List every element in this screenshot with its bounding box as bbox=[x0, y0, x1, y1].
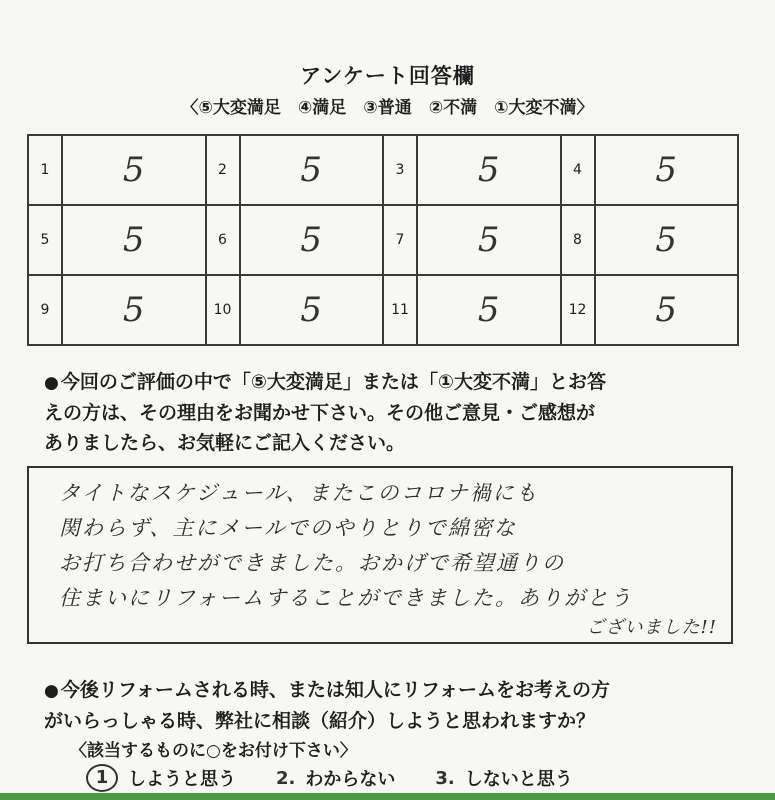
rating-answer: 5 bbox=[62, 205, 206, 275]
rating-answer: 5 bbox=[240, 205, 384, 275]
question-1-line bbox=[44, 367, 754, 398]
survey-title: アンケート回答欄 bbox=[300, 64, 475, 88]
comment-line: お打ち合わせができました。おかげで希望通りの bbox=[59, 551, 565, 575]
rating-grid bbox=[27, 134, 739, 346]
comment-line: ございました!! bbox=[586, 617, 717, 638]
rating-answer: 5 bbox=[62, 275, 206, 345]
question-number: 3 bbox=[383, 135, 417, 205]
grid-row bbox=[28, 205, 738, 275]
question-number: 9 bbox=[28, 275, 62, 345]
comment-box bbox=[27, 466, 733, 644]
grid-row bbox=[28, 275, 738, 345]
question-2-text: 今後リフォームされる時、または知人にリフォームをお考えの方 bbox=[60, 679, 610, 701]
comment-line: 住まいにリフォームすることができました。ありがとう bbox=[59, 586, 633, 610]
option-label: しないと思う bbox=[464, 769, 573, 790]
question-number: 5 bbox=[28, 205, 62, 275]
instruction-note: 〈該当するものに○をお付け下さい〉 bbox=[70, 741, 357, 761]
option-3[interactable] bbox=[435, 765, 572, 791]
question-2 bbox=[44, 675, 754, 736]
question-2-line bbox=[44, 675, 754, 706]
option-2[interactable] bbox=[276, 765, 395, 791]
rating-answer: 5 bbox=[417, 275, 561, 345]
rating-answer: 5 bbox=[240, 275, 384, 345]
question-number: 4 bbox=[561, 135, 595, 205]
option-number: 2. bbox=[276, 767, 296, 789]
rating-answer: 5 bbox=[417, 135, 561, 205]
question-2-line: がいらっしゃる時、弊社に相談（紹介）しようと思われますか？ bbox=[44, 710, 596, 732]
grid-row bbox=[28, 135, 738, 205]
rating-scale: 〈⑤大変満足 ④満足 ③普通 ②不満 ①大変不満〉 bbox=[181, 98, 594, 118]
question-number: 11 bbox=[383, 275, 417, 345]
rating-answer: 5 bbox=[595, 205, 739, 275]
rating-answer: 5 bbox=[417, 205, 561, 275]
bullet-icon: ● bbox=[44, 373, 59, 393]
option-1[interactable] bbox=[86, 764, 236, 792]
circled-option-number: 1 bbox=[86, 764, 118, 792]
question-number: 12 bbox=[561, 275, 595, 345]
option-label: わからない bbox=[305, 769, 396, 790]
question-1-line: ありましたら、お気軽にご記入ください。 bbox=[44, 432, 406, 454]
question-number: 10 bbox=[206, 275, 240, 345]
rating-answer: 5 bbox=[240, 135, 384, 205]
rating-answer: 5 bbox=[595, 275, 739, 345]
footer-bar bbox=[0, 793, 775, 800]
question-number: 1 bbox=[28, 135, 62, 205]
rating-answer: 5 bbox=[595, 135, 739, 205]
bullet-icon: ● bbox=[44, 681, 59, 701]
question-number: 6 bbox=[206, 205, 240, 275]
question-number: 7 bbox=[383, 205, 417, 275]
comment-line: 関わらず、主にメールでのやりとりで綿密な bbox=[59, 516, 517, 540]
answer-options bbox=[86, 764, 573, 792]
option-number: 3. bbox=[435, 767, 455, 789]
question-1 bbox=[44, 367, 754, 458]
comment-line: タイトなスケジュール、またこのコロナ禍にも bbox=[59, 481, 539, 505]
option-label: しようと思う bbox=[128, 769, 236, 790]
question-1-text: 今回のご評価の中で「⑤大変満足」または「①大変不満」とお答 bbox=[60, 371, 607, 393]
rating-answer: 5 bbox=[62, 135, 206, 205]
question-1-line: えの方は、その理由をお聞かせ下さい。その他ご意見・ご感想が bbox=[44, 402, 596, 424]
question-number: 2 bbox=[206, 135, 240, 205]
question-number: 8 bbox=[561, 205, 595, 275]
